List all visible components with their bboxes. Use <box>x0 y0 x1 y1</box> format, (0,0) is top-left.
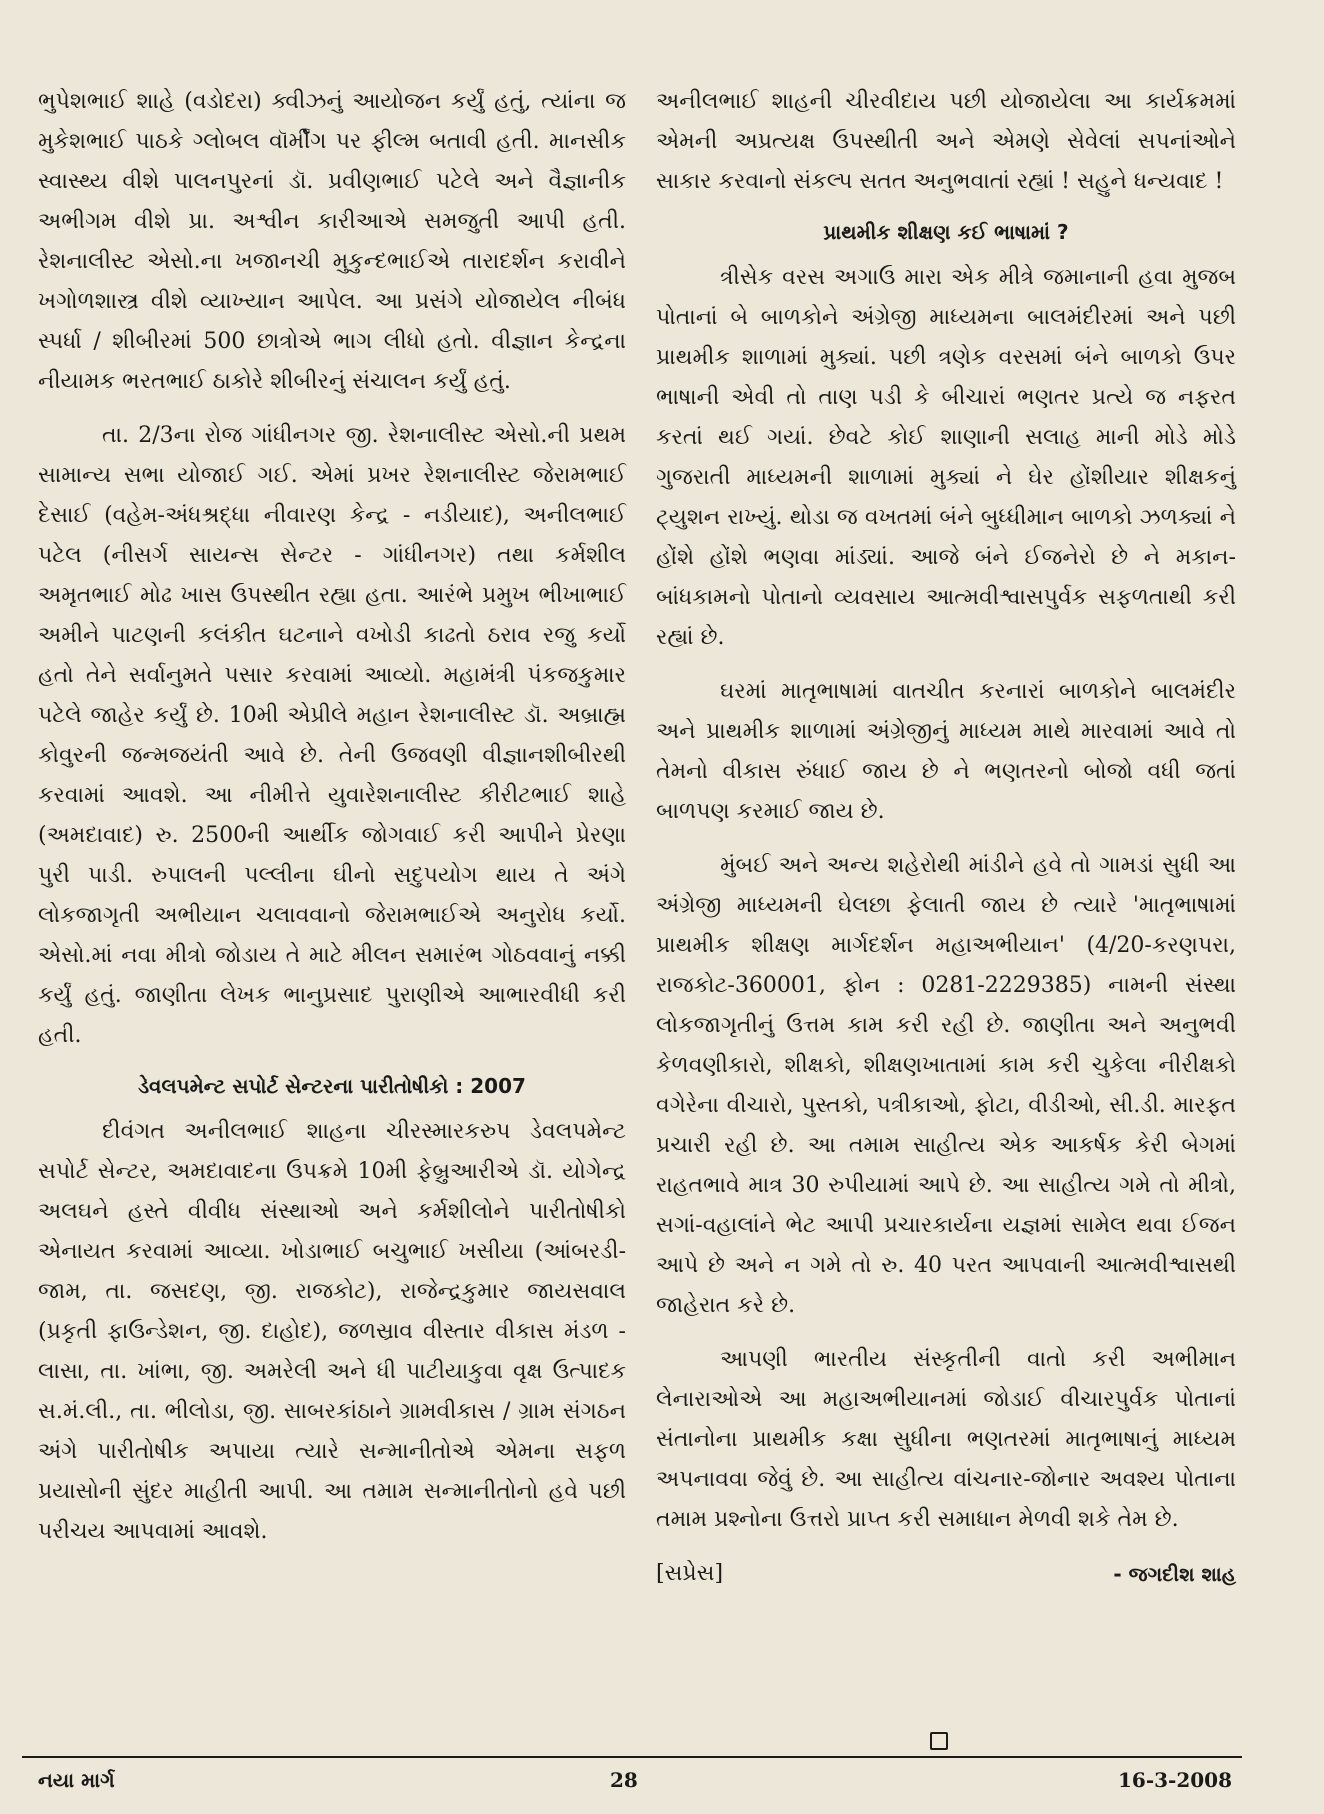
paragraph: ભુપેશભાઈ શાહે (વડોદરા) ક્વીઝનું આયોજન કર્યું હતું, ત્યાંના જ મુકેશભાઈ પાઠકે ગ્લોબલ વૉર્મીંગ પર ફીલ્મ બતાવી હતી. માનસીક સ્વાસ્થ્ય વીશે પાલનપુરનાં ડૉ. પ્રવીણભાઈ પટેલે અને વૈજ્ઞાનીક અભીગમ વીશે પ્રા. અશ્વીન કારીઆએ સમજુતી આપી હતી. રેશનાલીસ્ટ એસો.ના ખજાનચી મુકુન્દભાઈએ તારાદર્શન કરાવીને ખગોળશાસ્ત્ર વીશે વ્યાખ્યાન આપેલ. આ પ્રસંગે યોજાયેલ નીબંધ સ્પર્ધા / શીબીરમાં 500 છાત્રોએ ભાગ લીધો હતો. વીજ્ઞાન કેન્દ્રના નીયામક ભરતભાઈ ઠાકોરે શીબીરનું સંચાલન કર્યું હતું. <box>38 89 626 394</box>
section-heading: પ્રાથમીક શીક્ષણ કઈ ભાષામાં ? <box>823 220 1069 244</box>
left-column <box>38 82 626 1566</box>
section-heading: ડેવલપમેન્ટ સપોર્ટ સેન્ટરના પારીતોષીકો : 2007 <box>138 1074 526 1098</box>
paragraph: મુંબઈ અને અન્ય શહેરોથી માંડીને હવે તો ગામડાં સુધી આ અંગ્રેજી માધ્યમની ઘેલછા ફેલાતી જાય છે ત્યારે 'માતૃભાષામાં પ્રાથમીક શીક્ષણ માર્ગદર્શન મહાઅભીયાન' (4/20-કરણપરા, રાજકોટ-360001, ફોન : 0281-2229385) નામની સંસ્થા લોકજાગૃતીનું ઉત્તમ કામ કરી રહી છે. જાણીતા અને અનુભવી કેળવણીકારો, શીક્ષકો, શીક્ષણખાતામાં કામ કરી ચુકેલા નીરીક્ષકો વગેરેના વીચારો, પુસ્તકો, પત્રીકાઓ, ફોટા, વીડીઓ, સી.ડી. મારફત પ્રચારી રહી છે. આ તમામ સાહીત્ય એક આકર્ષક કેરી બેગમાં રાહતભાવે માત્ર 30 રુપીયામાં આપે છે. આ સાહીત્ય ગમે તો મીત્રો, સગાં-વહાલાંને ભેટ આપી પ્રચારકાર્યના યજ્ઞમાં સામેલ થવા ઈજન આપે છે અને ન ગમે તો રુ. 40 પરત આપવાની આત્મવીશ્વાસથી જાહેરાત કરે છે. <box>656 853 1236 1318</box>
paragraph: ઘરમાં માતૃભાષામાં વાતચીત કરનારાં બાળકોને બાલમંદીર અને પ્રાથમીક શાળામાં અંગ્રેજીનું માધ્યમ માથે મારવામાં આવે તો તેમનો વીકાસ રુંધાઈ જાય છે ને ભણતરનો બોજો વધી જતાં બાળપણ કરમાઈ જાય છે. <box>656 679 1236 824</box>
paragraph: આપણી ભારતીય સંસ્કૃતીની વાતો કરી અભીમાન લેનારાઓએ આ મહાઅભીયાનમાં જોડાઈ વીચારપુર્વક પોતાનાં સંતાનોના પ્રાથમીક કક્ષા સુધીના ભણતરમાં માતૃભાષાનું માધ્યમ અપનાવવા જેવું છે. આ સાહીત્ય વાંચનાર-જોનાર અવશ્ય પોતાના તમામ પ્રશ્નોના ઉત્તરો પ્રાપ્ત કરી સમાધાન મેળવી શકે તેમ છે. <box>656 1347 1236 1532</box>
paragraph: તા. 2/3ના રોજ ગાંધીનગર જી. રેશનાલીસ્ટ એસો.ની પ્રથમ સામાન્ય સભા યોજાઈ ગઈ. એમાં પ્રખર રેશનાલીસ્ટ જેરામભાઈ દેસાઈ (વહેમ-અંધશ્રદ્ધા નીવારણ કેન્દ્ર - નડીયાદ), અનીલભાઈ પટેલ (નીસર્ગ સાયન્સ સેન્ટર - ગાંધીનગર) તથા કર્મશીલ અમૃતભાઈ મોઢ ખાસ ઉપસ્થીત રહ્યા હતા. આરંભે પ્રમુખ ભીખાભાઈ અમીને પાટણની કલંકીત ઘટનાને વખોડી કાઢતો ઠરાવ રજુ કર્યો હતો તેને સર્વાનુમતે પસાર કરવામાં આવ્યો. મહામંત્રી પંકજકુમાર પટેલે જાહેર કર્યું છે. 10મી એપ્રીલે મહાન રેશનાલીસ્ટ ડૉ. અબ્રાહ્મ કોવુરની જન્મજયંતી આવે છે. તેની ઉજવણી વીજ્ઞાનશીબીરથી કરવામાં આવશે. આ નીમીત્તે યુવારેશનાલીસ્ટ કીરીટભાઈ શાહે (અમદાવાદ) રુ. 2500ની આર્થીક જોગવાઈ કરી આપીને પ્રેરણા પુરી પાડી. રુપાલની પલ્લીના ઘીનો સદુપયોગ થાય તે અંગે લોકજાગૃતી અભીયાન ચલાવવાનો જેરામભાઈએ અનુરોધ કર્યો. એસો.માં નવા મીત્રો જોડાય તે માટે મીલન સમારંભ ગોઠવવાનું નક્કી કર્યું હતું. જાણીતા લેખક ભાનુપ્રસાદ પુરાણીએ આભારવીધી કરી હતી. <box>38 423 626 1048</box>
footer-divider <box>22 1756 1242 1758</box>
source-label: [સપ્રેસ] <box>656 1561 724 1586</box>
issue-date: 16-3-2008 <box>1118 1768 1233 1792</box>
page-number: 28 <box>610 1768 638 1792</box>
end-mark-icon <box>930 1732 948 1750</box>
author-name: - જગદીશ શાહ <box>1113 1562 1236 1586</box>
paragraph: અનીલભાઈ શાહની ચીરવીદાય પછી યોજાયેલા આ કાર્યક્રમમાં એમની અપ્રત્યક્ષ ઉપસ્થીતી અને એમણે સેવેલાં સપનાંઓને સાકાર કરવાનો સંકલ્પ સતત અનુભવાતાં રહ્યાં ! સહુને ધન્યવાદ ! <box>656 89 1236 194</box>
article-signoff <box>656 1554 1236 1594</box>
paragraph: દીવંગત અનીલભાઈ શાહના ચીરસ્મારકરુપ ડેવલપમેન્ટ સપોર્ટ સેન્ટર, અમદાવાદના ઉપક્રમે 10મી ફેબ્રુઆરીએ ડૉ. યોગેન્દ્ર અલઘને હસ્તે વીવીધ સંસ્થાઓ અને કર્મશીલોને પારીતોષીકો એનાયત કરવામાં આવ્યા. ખોડાભાઈ બચુભાઈ ખસીયા (આંબરડી-જામ, તા. જસદણ, જી. રાજકોટ), રાજેન્દ્રકુમાર જાયસવાલ (પ્રકૃતી ફાઉન્ડેશન, જી. દાહોદ), જળસ્રાવ વીસ્તાર વીકાસ મંડળ - લાસા, તા. ખાંભા, જી. અમરેલી અને ધી પાટીયાકુવા વૃક્ષ ઉત્પાદક સ.મં.લી., તા. ભીલોડા, જી. સાબરકાંઠાને ગ્રામવીકાસ / ગ્રામ સંગઠન અંગે પારીતોષીક અપાયા ત્યારે સન્માનીતોએ એમના સફળ પ્રયાસોની સુંદર માહીતી આપી. આ તમામ સન્માનીતોનો હવે પછી પરીચય આપવામાં આવશે. <box>38 1119 626 1544</box>
right-column <box>656 82 1236 1594</box>
paragraph: ત્રીસેક વરસ અગાઉ મારા એક મીત્રે જમાનાની હવા મુજબ પોતાનાં બે બાળકોને અંગ્રેજી માધ્યમના બાલમંદીરમાં અને પછી પ્રાથમીક શાળામાં મુક્યાં. પછી ત્રણેક વરસમાં બંને બાળકો ઉપર ભાષાની એવી તો તાણ પડી કે બીચારાં ભણતર પ્રત્યે જ નફરત કરતાં થઈ ગયાં. છેવટે કોઈ શાણાની સલાહ માની મોડે મોડે ગુજરાતી માધ્યમની શાળામાં મુક્યાં ને ઘેર હોંશીયાર શીક્ષકનું ટ્યુશન રાખ્યું. થોડા જ વખતમાં બંને બુધ્ધીમાન બાળકો ઝળક્યાં ને હોંશે હોંશે ભણવા માંડ્યાં. આજે બંને ઈજનેરો છે ને મકાન-બાંધકામનો પોતાનો વ્યવસાય આત્મવીશ્વાસપુર્વક સફળતાથી કરી રહ્યાં છે. <box>656 265 1236 650</box>
magazine-name: નયા માર્ગ <box>38 1768 115 1792</box>
